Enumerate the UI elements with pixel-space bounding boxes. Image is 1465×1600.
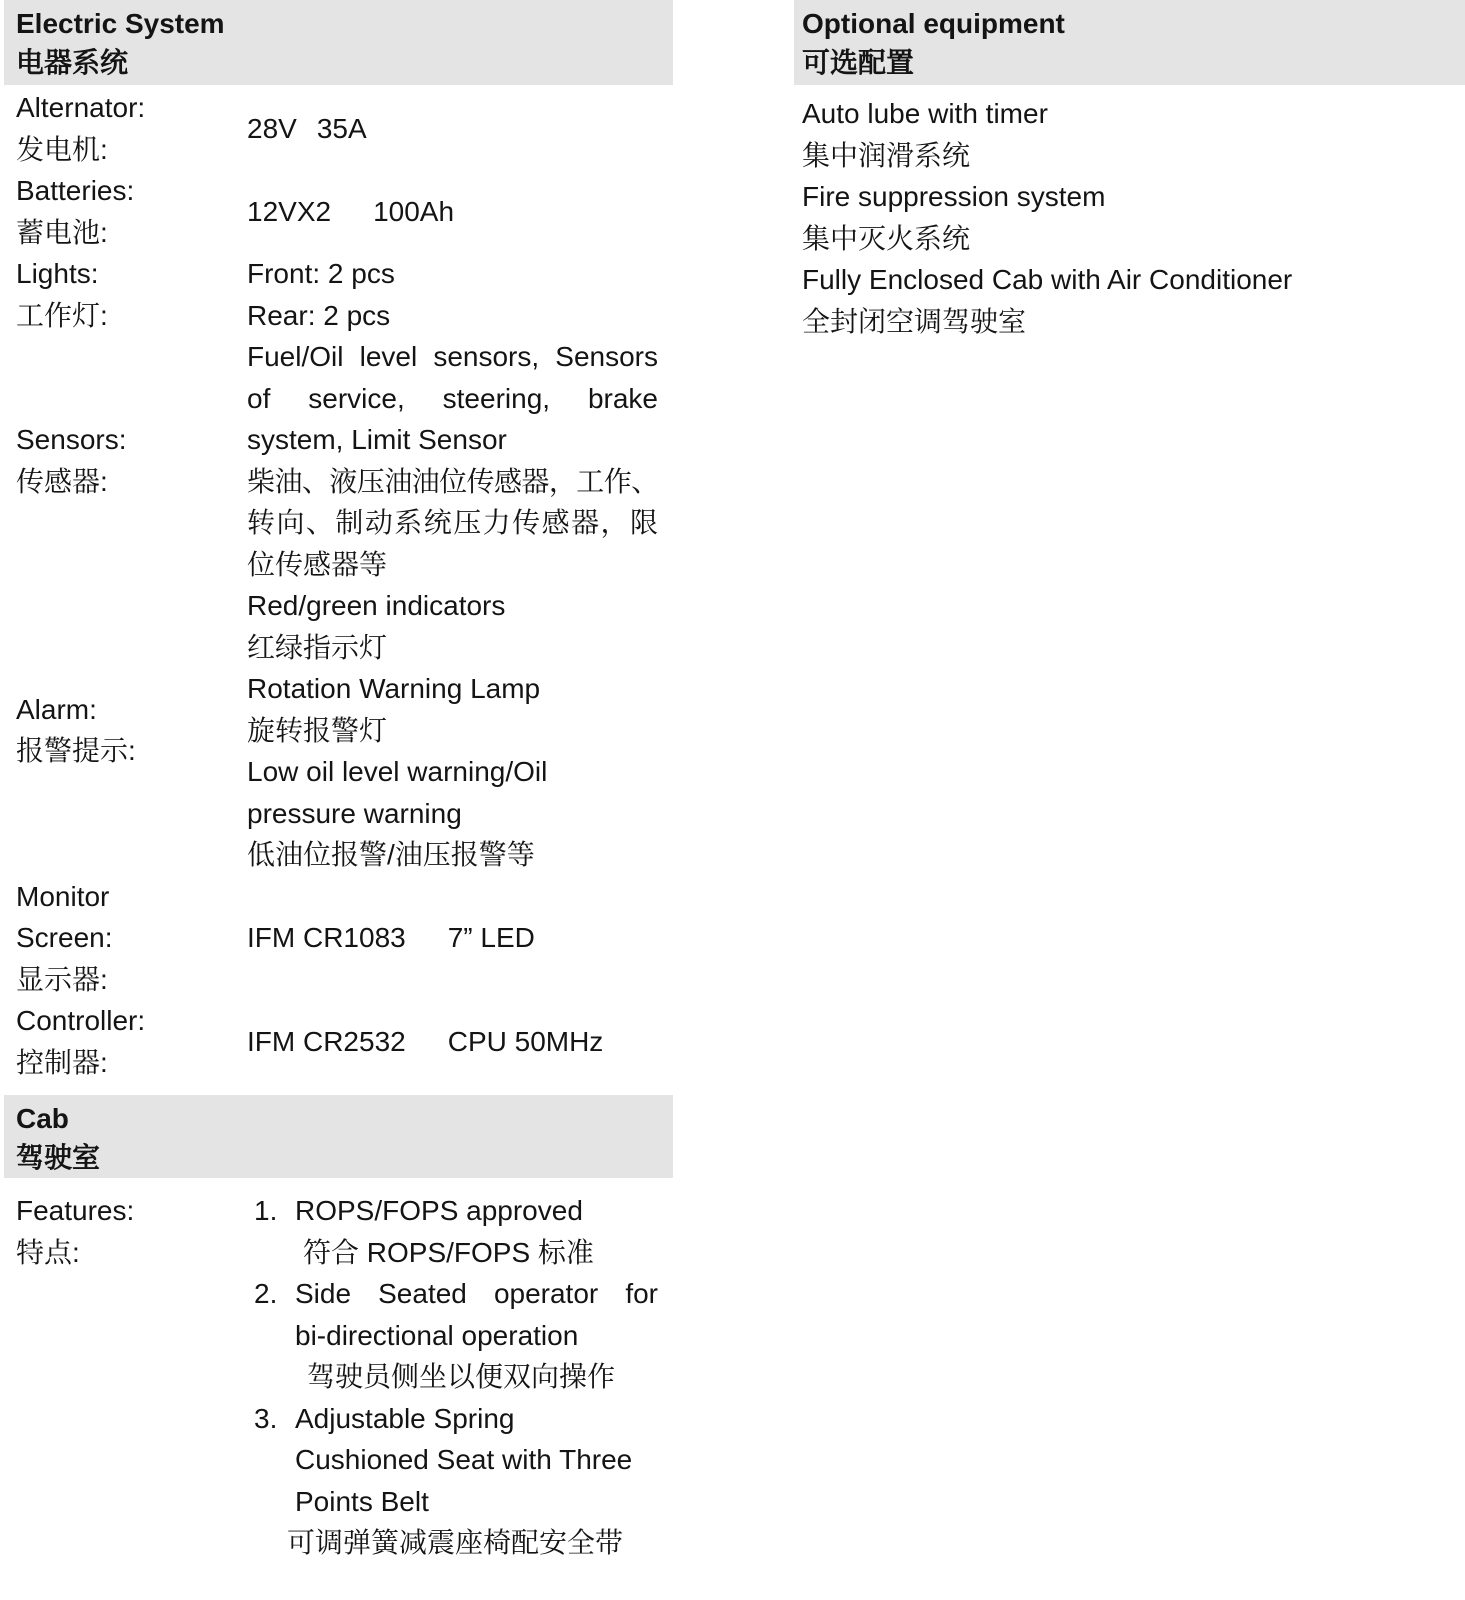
feature-line: Cushioned Seat with Three	[295, 1444, 633, 1475]
optional-item-zh: 集中润滑系统	[802, 139, 971, 171]
controller-label-en: Controller:	[16, 1005, 146, 1036]
sensors-value-line: 转向、制动系统压力传感器，限	[247, 507, 658, 538]
alarm-value-line: 旋转报警灯	[247, 714, 388, 746]
cab-rows	[4, 1188, 673, 1564]
feature-line: 可调弹簧减震座椅配安全带	[287, 1527, 624, 1558]
feature-item	[247, 1190, 658, 1273]
feature-item-number: 1.	[254, 1195, 278, 1226]
spec-row-features	[16, 1190, 658, 1564]
electric-system-header	[4, 0, 673, 85]
sensors-label-en: Sensors:	[16, 424, 127, 455]
optional-item-en: Fully Enclosed Cab with Air Conditioner	[802, 264, 1293, 295]
alternator-label	[16, 87, 247, 170]
feature-line: ROPS/FOPS approved	[295, 1195, 583, 1226]
alarm-value-line: Low oil level warning/Oil	[247, 756, 548, 787]
feature-item-text	[287, 1398, 658, 1564]
cab-title-zh: 驾驶室	[16, 1142, 101, 1173]
features-label-zh: 特点:	[16, 1236, 80, 1268]
controller-label-zh: 控制器:	[16, 1046, 108, 1078]
alarm-value-line: 红绿指示灯	[247, 631, 388, 663]
cab-header	[4, 1095, 673, 1178]
optional-item	[802, 176, 1455, 259]
sensors-value	[247, 336, 658, 585]
alternator-label-en: Alternator:	[16, 92, 146, 123]
features-label	[16, 1190, 247, 1564]
spec-row-alternator	[16, 87, 658, 170]
controller-value	[247, 1021, 658, 1063]
alarm-label-en: Alarm:	[16, 693, 97, 725]
feature-line: Points Belt	[295, 1485, 429, 1517]
batteries-label-zh: 蓄电池:	[16, 216, 108, 248]
feature-item-number: 3.	[254, 1402, 278, 1434]
alarm-value	[247, 585, 658, 876]
alternator-amperage: 35A	[316, 112, 367, 144]
monitor-value	[247, 917, 658, 959]
sensors-value-line: Fuel/Oil level sensors, Sensors	[247, 341, 658, 372]
monitor-label-line: 显示器:	[16, 963, 108, 995]
cab-title-en: Cab	[16, 1103, 69, 1134]
feature-item	[247, 1398, 658, 1564]
lights-rear: Rear: 2 pcs	[247, 299, 391, 331]
spec-row-lights	[16, 253, 658, 336]
controller-cpu: CPU 50MHz	[447, 1025, 604, 1057]
sensors-value-line: of service, steering, brake	[247, 382, 658, 414]
optional-equipment-header	[794, 0, 1465, 85]
sensors-value-line: system, Limit Sensor	[247, 424, 507, 455]
features-list	[247, 1190, 658, 1564]
batteries-value	[247, 191, 658, 233]
electric-system-rows	[4, 85, 673, 1083]
alternator-value	[247, 108, 658, 150]
feature-line: Side Seated operator for	[295, 1278, 658, 1309]
feature-item-text	[295, 1190, 658, 1273]
feature-line: Adjustable Spring	[295, 1402, 515, 1434]
right-column	[794, 0, 1465, 342]
alarm-value-line: pressure warning	[247, 797, 462, 829]
alarm-label-zh: 报警提示:	[16, 735, 136, 767]
monitor-label	[16, 876, 247, 1001]
lights-label-en: Lights:	[16, 258, 99, 289]
controller-label	[16, 1000, 247, 1083]
optional-item	[802, 93, 1455, 176]
optional-item-zh: 集中灭火系统	[802, 222, 971, 254]
batteries-voltage: 12VX2	[247, 195, 332, 227]
sensors-label	[16, 419, 247, 502]
monitor-model: IFM CR1083	[247, 922, 406, 953]
feature-item-text	[295, 1273, 658, 1398]
batteries-label-en: Batteries:	[16, 175, 135, 206]
electric-system-title-zh: 电器系统	[16, 47, 129, 78]
batteries-capacity: 100Ah	[373, 195, 455, 227]
optional-item-en: Fire suppression system	[802, 181, 1106, 212]
alternator-label-zh: 发电机:	[16, 133, 108, 165]
spec-row-controller	[16, 1000, 658, 1083]
lights-value	[247, 253, 658, 336]
lights-label-zh: 工作灯:	[16, 299, 108, 331]
monitor-label-line: Monitor	[16, 880, 110, 912]
feature-line: bi-directional operation	[295, 1319, 579, 1351]
alarm-value-line: 低油位报警/油压报警等	[247, 839, 535, 870]
alternator-voltage: 28V	[247, 112, 297, 144]
spec-row-alarm	[16, 585, 658, 876]
batteries-label	[16, 170, 247, 253]
spec-row-monitor-screen	[16, 876, 658, 1001]
feature-item	[247, 1273, 658, 1398]
feature-item-number: 2.	[254, 1278, 278, 1309]
sensors-label-zh: 传感器:	[16, 465, 108, 497]
optional-item	[802, 259, 1455, 342]
controller-model: IFM CR2532	[247, 1025, 406, 1057]
alarm-value-line: Red/green indicators	[247, 590, 506, 621]
sensors-value-line: 柴油、液压油油位传感器，工作、	[247, 465, 658, 497]
electric-system-title-en: Electric System	[16, 8, 225, 39]
left-column	[4, 0, 673, 1564]
features-label-en: Features:	[16, 1195, 135, 1226]
optional-item-zh: 全封闭空调驾驶室	[802, 305, 1027, 337]
optional-equipment-title-zh: 可选配置	[802, 47, 915, 78]
feature-line: 驾驶员侧坐以便双向操作	[307, 1361, 616, 1392]
spec-row-sensors	[16, 336, 658, 585]
lights-label	[16, 253, 247, 336]
alarm-value-line: Rotation Warning Lamp	[247, 673, 541, 704]
monitor-display-size: 7” LED	[447, 922, 535, 953]
sensors-value-line: 位传感器等	[247, 548, 388, 580]
feature-line: 符合 ROPS/FOPS 标准	[303, 1236, 594, 1268]
optional-equipment-list	[794, 85, 1465, 342]
lights-front: Front: 2 pcs	[247, 258, 395, 289]
alarm-label	[16, 689, 247, 772]
spec-row-batteries	[16, 170, 658, 253]
monitor-label-line: Screen:	[16, 922, 113, 953]
optional-equipment-title-en: Optional equipment	[802, 8, 1065, 39]
optional-item-en: Auto lube with timer	[802, 98, 1048, 129]
